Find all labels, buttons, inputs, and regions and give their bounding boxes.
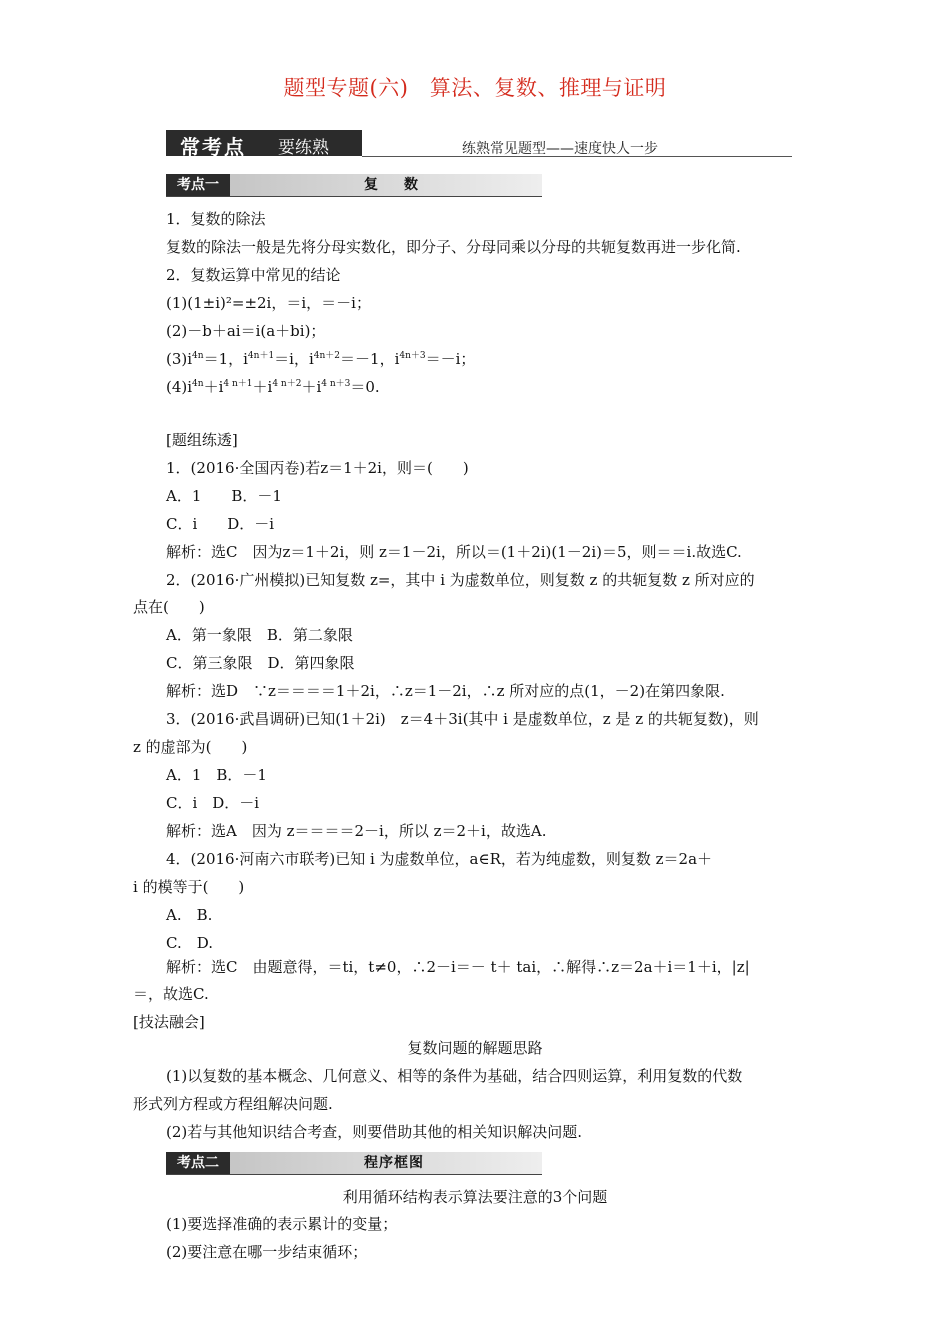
q2-answer: 解析：选D ∵z＝＝＝＝1＋2i，∴z＝1－2i，∴z 所对应的点(1，－2)在第四象限. (166, 682, 725, 700)
technique-label: [技法融会] (133, 1013, 205, 1031)
q4-options-cd: C. D. (166, 934, 213, 952)
s1-heading-1: 1．复数的除法 (166, 210, 266, 228)
s2-heading: 利用循环结构表示算法要注意的3个问题 (342, 1188, 608, 1206)
q1-options-cd: C．i D．－i (166, 515, 275, 533)
section-title-2: 程序框图 (364, 1155, 424, 1171)
section-tag-2: 考点二 (166, 1152, 230, 1174)
technique-p1-line-2: 形式列方程或方程组解决问题. (133, 1095, 333, 1113)
banner (166, 126, 796, 160)
section-header-1 (166, 174, 542, 197)
q3-options-ab: A．1 B．－1 (166, 766, 267, 784)
s1-paragraph-1: 复数的除法一般是先将分母实数化，即分子、分母同乘以分母的共轭复数再进一步化简. (166, 238, 741, 256)
technique-p2: (2)若与其他知识结合考查，则要借助其他的相关知识解决问题. (166, 1123, 583, 1141)
q4-stem-line-2: i 的模等于( ) (133, 878, 245, 896)
technique-heading: 复数问题的解题思路 (407, 1039, 543, 1057)
banner-bold-text: 常考点 (180, 135, 246, 159)
s2-point-2: (2)要注意在哪一步结束循环； (166, 1243, 368, 1261)
section-tag-1: 考点一 (166, 174, 230, 196)
q2-options-cd: C．第三象限 D．第四象限 (166, 654, 355, 672)
section-title-1: 复 数 (364, 177, 424, 193)
s1-rule-3: $(3)i^{4n}=1$，$i^{4n+1}=i$，$i^{4n+2}=-1$，$i^{4n+3}=-i$； (166, 350, 476, 368)
s1-rule-1: (1)(1±i)²=±2i，＝i，＝－i； (166, 294, 371, 312)
s1-rule-4: $(4)i^{4n}+i^{4 n+1}+i^{4 n+2}+i^{4 n+3}=0$. (166, 378, 380, 396)
s1-heading-2: 2．复数运算中常见的结论 (166, 266, 341, 284)
q1-options-ab: A．1 B．－1 (166, 487, 282, 505)
page-title: 题型专题(六) 算法、复数、推理与证明 (283, 76, 667, 100)
q3-stem-line-1: 3．(2016·武昌调研)已知(1＋2i) z＝4＋3i(其中 i 是虚数单位，z 是 z 的共轭复数)，则 (166, 710, 759, 728)
q3-stem-line-2: z 的虚部为( ) (133, 738, 248, 756)
q4-answer-line-1: 解析：选C 由题意得，＝ti，t≠0，∴2－i＝－ t＋ tai，∴解得∴z＝2a＋i＝1＋i，|z| (166, 958, 750, 976)
banner-divider (362, 156, 792, 157)
banner-subtitle: 练熟常见题型——速度快人一步 (462, 141, 658, 157)
q4-answer-line-2: ＝，故选C. (133, 985, 209, 1003)
q2-stem-line-2: 点在( ) (133, 598, 205, 616)
q4-options-ab: A. B. (166, 906, 213, 924)
practice-label: [题组练透] (166, 431, 238, 449)
s2-point-1: (1)要选择准确的表示累计的变量； (166, 1215, 398, 1233)
q4-stem-line-1: 4．(2016·河南六市联考)已知 i 为虚数单位，a∈R，若为纯虚数，则复数 z＝2a＋ (166, 850, 713, 868)
q2-stem-line-1: 2．(2016·广州模拟)已知复数 z=，其中 i 为虚数单位，则复数 z 的共轭复数 z 所对应的 (166, 571, 755, 589)
q3-answer: 解析：选A 因为 z＝＝＝＝2－i，所以 z＝2＋i，故选A. (166, 822, 547, 840)
q2-options-ab: A．第一象限 B．第二象限 (166, 626, 353, 644)
q1-stem: 1．(2016·全国丙卷)若z＝1＋2i，则＝( ) (166, 459, 469, 477)
s1-rule-2: (2)－b＋ai＝i(a＋bi)； (166, 322, 326, 340)
section-header-2 (166, 1152, 542, 1175)
q3-options-cd: C．i D．－i (166, 794, 260, 812)
banner-light-text: 要练熟 (278, 138, 329, 158)
q1-answer: 解析：选C 因为z＝1＋2i，则 z＝1－2i，所以＝(1＋2i)(1－2i)＝5，则＝＝i.故选C. (166, 543, 742, 561)
banner-box (166, 130, 362, 159)
technique-p1-line-1: (1)以复数的基本概念、几何意义、相等的条件为基础，结合四则运算，利用复数的代数 (166, 1067, 743, 1085)
